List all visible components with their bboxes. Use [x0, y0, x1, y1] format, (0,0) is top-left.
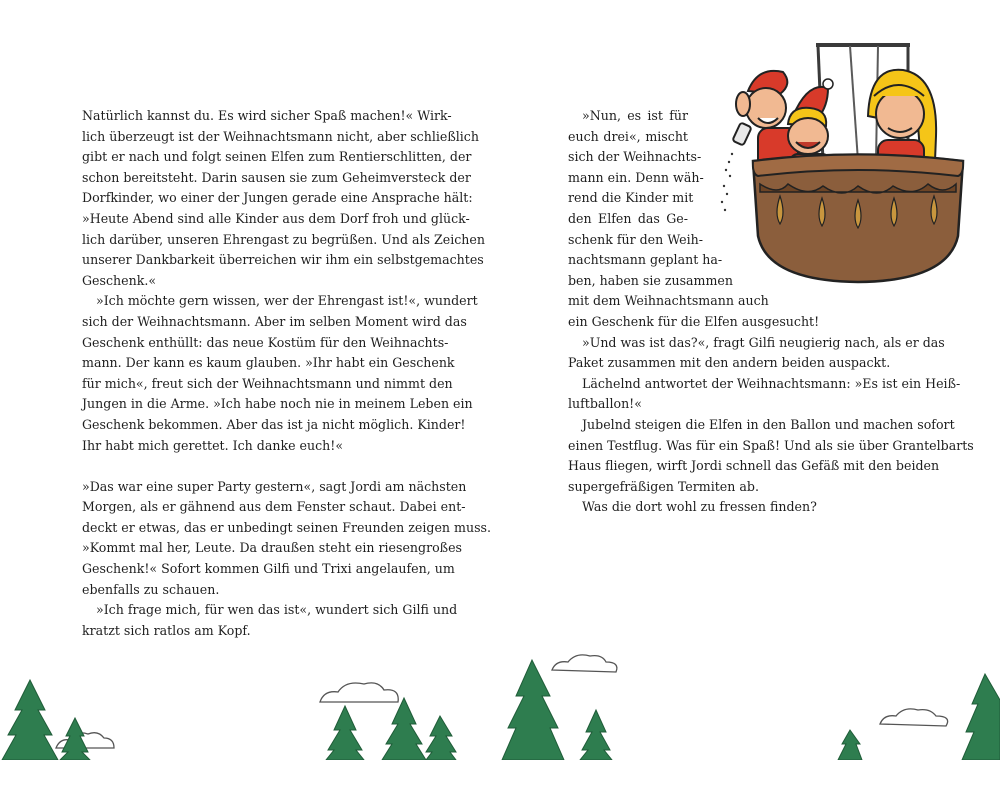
text-line: Haus fliegen, wirft Jordi schnell das Gefäß mit den beiden: [568, 458, 940, 474]
text-line: euch drei«, mischt: [568, 128, 688, 144]
pine-trees: [2, 660, 1000, 760]
text-line: gibt er nach und folgt seinen Elfen zum Rentierschlitten, der: [82, 149, 472, 165]
text-line: Natürlich kannst du. Es wird sicher Spaß machen!« Wirk-: [82, 108, 452, 123]
text-line: Lächelnd antwortet der Weihnachtsmann: »Es ist ein Heiß-: [582, 375, 961, 391]
text-line: lich darüber, unseren Ehrengast zu begrüßen. Und als Zeichen: [82, 231, 485, 247]
text-line: Geschenk!« Sofort kommen Gilfi und Trixi angelaufen, um: [82, 561, 455, 577]
text-line: einen Testflug. Was für ein Spaß! Und als sie über Grantelbarts: [568, 437, 974, 453]
text-line: ebenfalls zu schauen.: [82, 581, 220, 597]
text-line: »Kommt mal her, Leute. Da draußen steht ein riesengroßes: [82, 540, 462, 556]
forest-scenery: [0, 640, 1000, 760]
text-line: luftballon!«: [568, 396, 642, 412]
text-line: »Nun, es ist für: [582, 108, 688, 123]
text-line: Morgen, als er gähnend aus dem Fenster schaut. Dabei ent-: [82, 499, 466, 515]
text-line: schenk für den Weih-: [568, 231, 704, 247]
text-line: mit dem Weihnachtsmann auch: [568, 293, 769, 309]
text-line: mann ein. Denn wäh-: [568, 169, 704, 185]
left-page-text: [82, 106, 491, 641]
text-line: nachtsmann geplant ha-: [568, 252, 723, 268]
text-line: supergefräßigen Termiten ab.: [568, 478, 759, 494]
paragraph-gap: [82, 456, 419, 477]
text-line: schon bereitsteht. Darin sausen sie zum Geheimversteck der: [82, 169, 471, 185]
cloud: [56, 655, 948, 748]
text-line: lich überzeugt ist der Weihnachtsmann nicht, aber schließlich: [82, 128, 479, 144]
text-line: ben, haben sie zusammen: [568, 272, 733, 288]
text-line: sich der Weihnachtsmann. Aber im selben Moment wird das: [82, 313, 467, 329]
text-line: Paket zusammen mit den andern beiden auspackt.: [568, 355, 891, 371]
text-line: Was die dort wohl zu fressen finden?: [582, 499, 817, 515]
balloon-elves-illustration: [718, 36, 978, 296]
text-line: Jungen in die Arme. »Ich habe noch nie in meinem Leben ein: [82, 396, 473, 412]
text-line: kratzt sich ratlos am Kopf.: [82, 622, 251, 638]
text-line: Ihr habt mich gerettet. Ich danke euch!«: [82, 437, 344, 453]
balloon-basket: [753, 155, 963, 283]
text-line: Dorfkinder, wo einer der Jungen gerade eine Ansprache hält:: [82, 190, 473, 206]
text-line: mann. Der kann es kaum glauben. »Ihr habt ein Geschenk: [82, 355, 455, 371]
text-line: Jubelnd steigen die Elfen in den Ballon und machen sofort: [582, 416, 955, 432]
text-line: Geschenk bekommen. Aber das ist ja nicht möglich. Kinder!: [82, 416, 466, 432]
text-line: ein Geschenk für die Elfen ausgesucht!: [568, 313, 820, 329]
text-line: sich der Weihnachts-: [568, 149, 702, 165]
text-line: »Ich möchte gern wissen, wer der Ehrengast ist!«, wundert: [96, 293, 478, 309]
text-line: »Ich frage mich, für wen das ist«, wundert sich Gilfi und: [96, 602, 458, 618]
text-line: »Und was ist das?«, fragt Gilfi neugierig nach, als er das: [582, 334, 945, 350]
text-line: »Heute Abend sind alle Kinder aus dem Dorf froh und glück-: [82, 210, 470, 226]
text-line: Geschenk enthüllt: das neue Kostüm für den Weihnachts-: [82, 334, 449, 350]
text-line: Geschenk.«: [82, 272, 157, 288]
text-line: für mich«, freut sich der Weihnachtsmann und nimmt den: [82, 375, 453, 391]
text-line: den Elfen das Ge-: [568, 210, 688, 226]
text-line: unserer Dankbarkeit überreichen wir ihm ein selbstgemachtes: [82, 252, 484, 268]
text-line: rend die Kinder mit: [568, 190, 694, 206]
text-line: »Das war eine super Party gestern«, sagt Jordi am nächsten: [82, 478, 467, 494]
text-line: deckt er etwas, das er unbedingt seinen Freunden zeigen muss.: [82, 519, 491, 535]
